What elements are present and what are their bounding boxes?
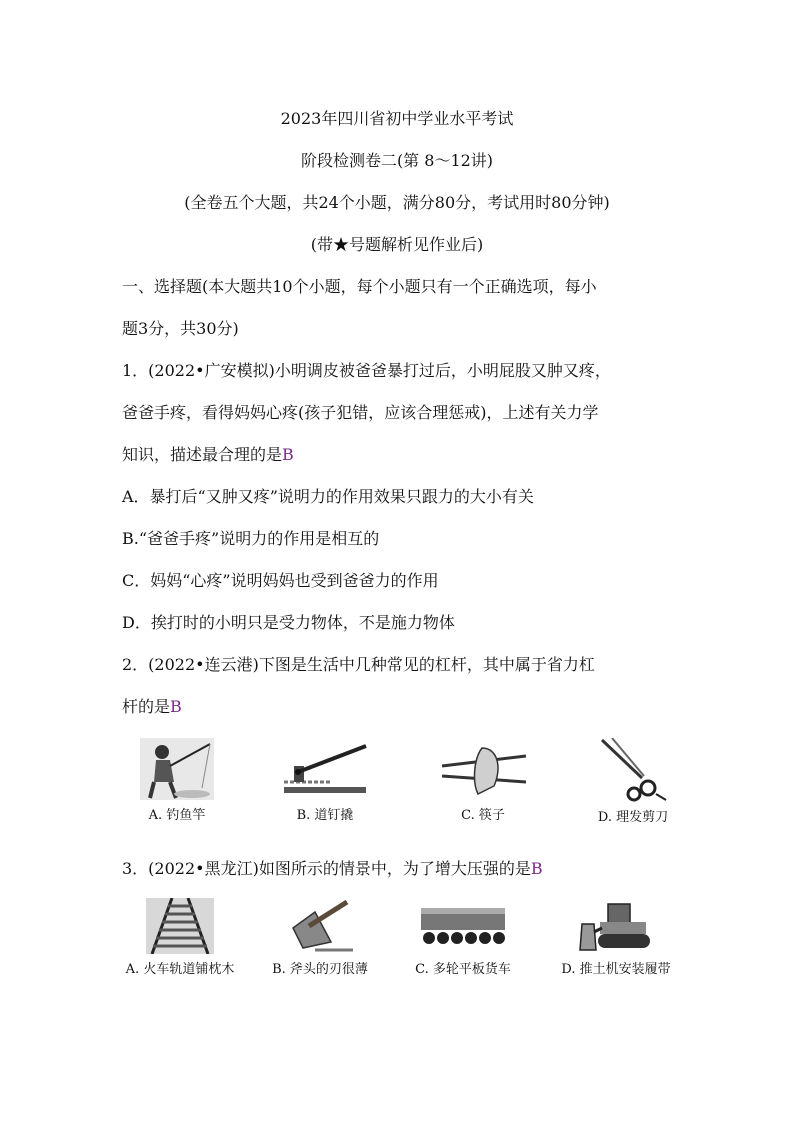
chopsticks-icon	[438, 738, 528, 800]
q2-figure-row	[122, 738, 682, 838]
q1-line1: 1．(2022•广安模拟)小明调皮被爸爸暴打过后，小明屁股又肿又疼，	[122, 361, 611, 380]
q3-figure-a	[110, 898, 250, 977]
spike-lever-icon	[282, 738, 368, 800]
exam-note: (带★号题解析见作业后)	[310, 235, 484, 254]
q3-caption-c: C. 多轮平板货车	[415, 962, 511, 977]
section1-line2: 题3分，共30分)	[122, 319, 239, 338]
q3-figure-b	[260, 898, 380, 977]
scissors-icon	[598, 738, 668, 802]
q2-line1: 2．(2022•连云港)下图是生活中几种常见的杠杆，其中属于省力杠	[122, 655, 595, 674]
q2-caption-d: D. 理发剪刀	[597, 810, 669, 825]
fishing-rod-icon	[140, 738, 214, 800]
q3-answer: B	[530, 859, 543, 878]
q1-option-d: D．挨打时的小明只是受力物体，不是施力物体	[122, 613, 455, 632]
q3-stem: 3．(2022•黑龙江)如图所示的情景中，为了增大压强的是	[122, 859, 531, 878]
q3-caption-b: B. 斧头的刃很薄	[272, 962, 368, 977]
q2-caption-c: C. 筷子	[461, 808, 505, 823]
q2-answer: B	[170, 697, 182, 716]
q2-line2	[122, 694, 182, 717]
flatbed-truck-icon	[419, 898, 507, 954]
q3-caption-d: D. 推土机安装履带	[561, 962, 671, 977]
q1-option-c: C．妈妈“心疼”说明妈妈也受到爸爸力的作用	[122, 571, 439, 590]
q1-stem-end: 知识，描述最合理的是	[122, 445, 283, 464]
q3-caption-a: A. 火车轨道铺枕木	[125, 962, 235, 977]
q2-figure-b	[270, 738, 380, 823]
exam-info: (全卷五个大题，共24个小题，满分80分，考试用时80分钟)	[184, 193, 610, 212]
q3-figure-row	[110, 898, 690, 988]
q2-figure-c	[428, 738, 538, 823]
section1-line1: 一、选择题(本大题共10个小题，每个小题只有一个正确选项，每小	[122, 277, 597, 296]
exam-subtitle: 阶段检测卷二(第 8～12讲)	[300, 151, 494, 170]
q2-figure-a	[132, 738, 222, 823]
exam-title: 2023年四川省初中学业水平考试	[280, 109, 514, 128]
bulldozer-icon	[578, 898, 654, 954]
q3-line1	[122, 856, 543, 879]
railway-track-icon	[146, 898, 214, 954]
q3-figure-c	[398, 898, 528, 977]
q3-figure-d	[546, 898, 686, 977]
q1-option-b: B.“爸爸手疼”说明力的作用是相互的	[122, 529, 380, 548]
q2-caption-a: A. 钓鱼竿	[148, 808, 206, 823]
axe-icon	[285, 898, 355, 954]
q1-option-a: A．暴打后“又肿又疼”说明力的作用效果只跟力的大小有关	[122, 487, 534, 506]
q2-stem-end: 杆的是	[122, 697, 171, 716]
q1-answer: B	[282, 445, 294, 464]
q2-caption-b: B. 道钉撬	[296, 808, 354, 823]
q1-line2: 爸爸手疼，看得妈妈心疼(孩子犯错，应该合理惩戒)，上述有关力学	[122, 403, 599, 422]
q1-line3	[122, 442, 294, 465]
q2-figure-d	[578, 738, 688, 825]
